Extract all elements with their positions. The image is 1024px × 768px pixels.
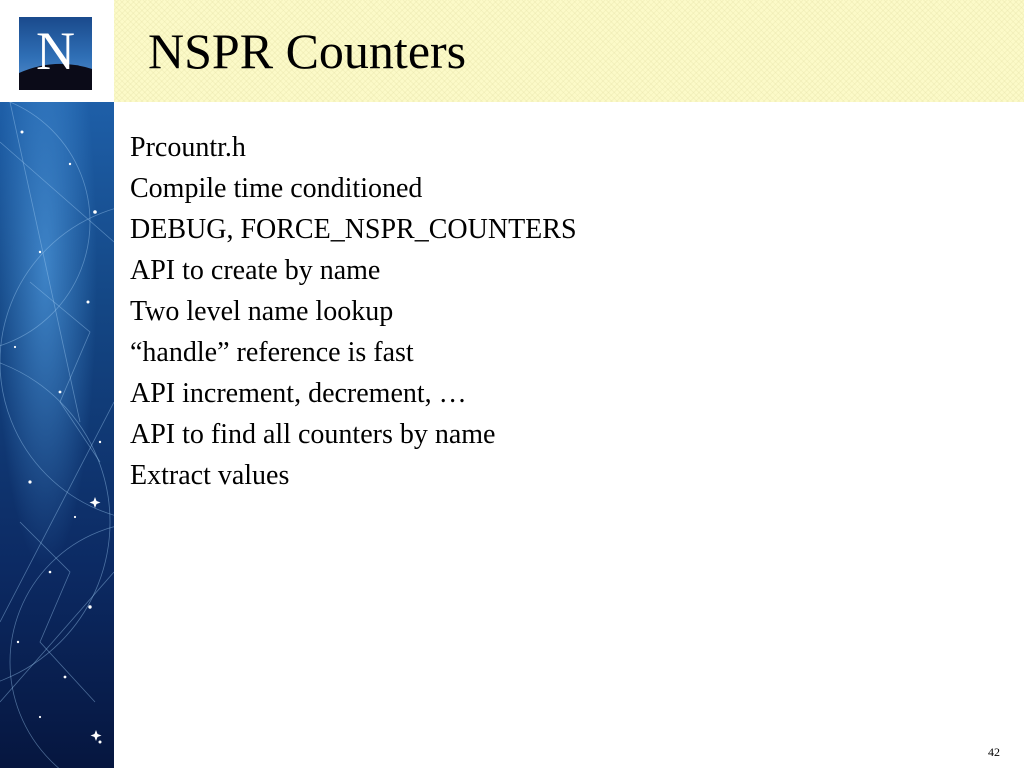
bullet-item: Two level name lookup bbox=[130, 296, 394, 327]
page-number: 42 bbox=[988, 745, 1000, 759]
starmap-decoration bbox=[0, 102, 114, 768]
bullet-list bbox=[130, 127, 577, 496]
logo-letter: N bbox=[36, 21, 75, 81]
netscape-logo-icon bbox=[19, 17, 92, 90]
bullet-item: API to create by name bbox=[130, 255, 381, 286]
bullet-item: Compile time conditioned bbox=[130, 173, 423, 204]
bullet-item: Extract values bbox=[130, 460, 290, 491]
bullet-item: DEBUG, FORCE_NSPR_COUNTERS bbox=[130, 214, 577, 245]
bullet-item: API increment, decrement, … bbox=[130, 378, 467, 409]
logo-area bbox=[0, 0, 114, 102]
bullet-item: API to find all counters by name bbox=[130, 419, 496, 450]
slide-title: NSPR Counters bbox=[148, 23, 467, 79]
bullet-item: “handle” reference is fast bbox=[130, 337, 414, 368]
bullet-item: Prcountr.h bbox=[130, 132, 246, 163]
